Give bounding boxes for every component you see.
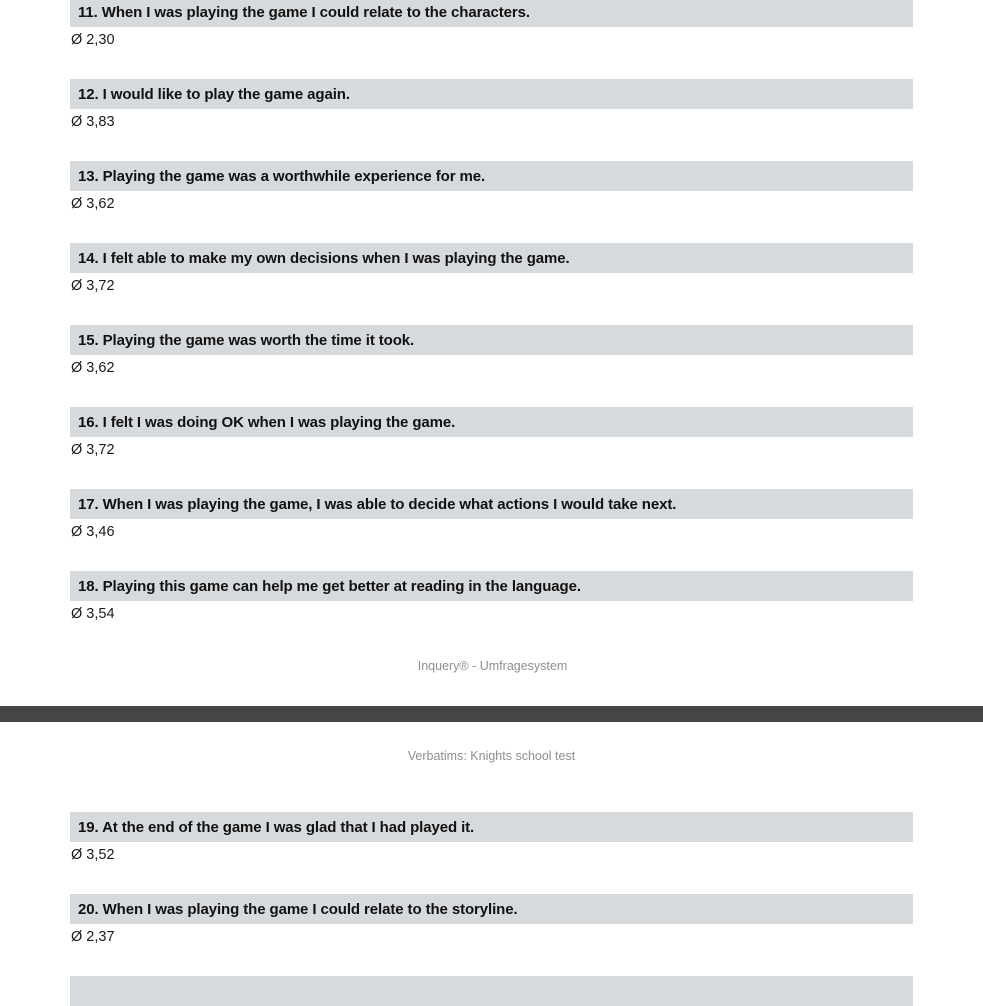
average-value: Ø 2,30 [71,31,115,48]
question-item [70,812,913,868]
answer-row [70,437,913,463]
question-bar [70,812,913,842]
question-item [70,0,913,53]
question-item [70,325,913,381]
question-item [70,161,913,217]
answer-row [70,842,913,868]
question-label: 19. At the end of the game I was glad that I had played it. [78,818,475,836]
answer-row [70,273,913,299]
question-item [70,79,913,135]
page-2-top-spacer [0,763,983,812]
page-footer-label: Inquery® - Umfragesystem [417,659,568,673]
question-item [70,243,913,299]
page-footer [0,627,983,673]
page-header-label: Verbatims: Knights school test [407,749,576,763]
average-value: Ø 3,83 [71,113,115,130]
question-bar [70,325,913,355]
question-bar [70,407,913,437]
average-value: Ø 3,52 [71,846,115,863]
answer-row [70,601,913,627]
average-value: Ø 3,46 [71,523,115,540]
answer-row [70,191,913,217]
question-item-partial [70,976,913,1006]
average-value: Ø 2,37 [71,928,115,945]
question-label: 18. Playing this game can help me get better at reading in the language. [78,577,581,595]
report-page-2 [0,722,983,1006]
question-bar [70,79,913,109]
question-label: 20. When I was playing the game I could relate to the storyline. [78,900,518,918]
page-break-divider [0,706,983,722]
page-2-content [0,812,983,1006]
answer-row [70,519,913,545]
question-item [70,407,913,463]
average-value: Ø 3,62 [71,195,115,212]
question-label: 16. I felt I was doing OK when I was playing the game. [78,413,456,431]
page-header [0,722,983,763]
question-label: 17. When I was playing the game, I was able to decide what actions I would take next. [78,495,677,513]
question-bar [70,0,913,27]
answer-row [70,355,913,381]
question-label: 13. Playing the game was a worthwhile experience for me. [78,167,486,185]
average-value: Ø 3,72 [71,277,115,294]
average-value: Ø 3,62 [71,359,115,376]
answer-row [70,109,913,135]
question-bar [70,489,913,519]
question-bar [70,243,913,273]
question-bar [70,161,913,191]
question-label: 14. I felt able to make my own decisions when I was playing the game. [78,249,570,267]
question-label: 15. Playing the game was worth the time it took. [78,331,415,349]
question-bar [70,571,913,601]
average-value: Ø 3,54 [71,605,115,622]
question-label: 12. I would like to play the game again. [78,85,350,103]
question-bar [70,894,913,924]
question-item [70,894,913,950]
answer-row [70,924,913,950]
answer-row [70,27,913,53]
question-bar [70,976,913,1006]
average-value: Ø 3,72 [71,441,115,458]
question-label: 11. When I was playing the game I could relate to the characters. [78,3,530,21]
question-item [70,571,913,627]
question-item [70,489,913,545]
